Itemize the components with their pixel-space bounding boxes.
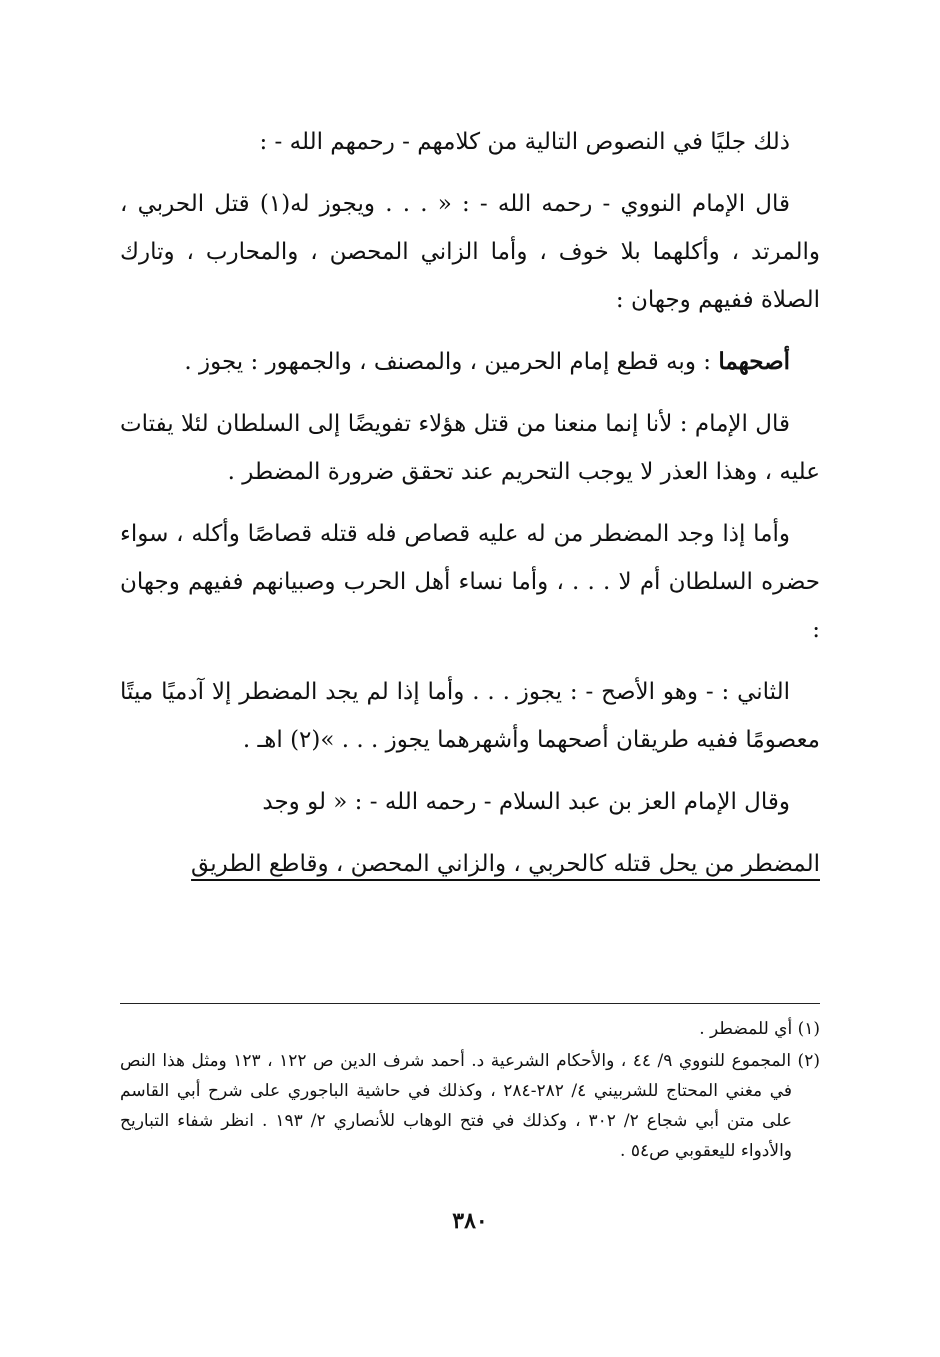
- qisas-paragraph: وأما إذا وجد المضطر من له عليه قصاص فله قتله قصاصًا وأكله ، سواء حضره السلطان أم لا . . . ، وأما نساء أهل الحرب وصبيانهم ففيهم وجهان :: [120, 521, 820, 643]
- main-text: [120, 118, 820, 902]
- first-opinion-text: : وبه قطع إمام الحرمين ، والمصنف ، والجمهور : يجوز .: [184, 349, 711, 375]
- izz-quote-paragraph: [120, 778, 820, 826]
- first-opinion-label: أصحهما: [718, 348, 790, 375]
- footnote-1: (١) أي للمضطر .: [699, 1019, 820, 1039]
- footnote-2: (٢) المجموع للنووي ٩/ ٤٤ ، والأحكام الشرعية د. أحمد شرف الدين ص ١٢٢ ، ١٢٣ ومثل هذا النص في مغني المحتاج للشربيني ٤/ ٢٨٢-٢٨٤ ، وكذلك في حاشية الباجوري على شرح أبي القاسم على متن أبي شجاع ٢/ ٣٠٢ ، وكذلك في فتح الوهاب للأنصاري ٢/ ١٩٣ . انظر شفاء التباريح والأدواء لليعقوبي ص٥٤ .: [120, 1051, 820, 1161]
- nawawi-quote-paragraph: قال الإمام النووي - رحمه الله - : « . . . ويجوز له(١) قتل الحربي ، والمرتد ، وأكلهما بلا خوف ، وأما الزاني المحصن ، والمحارب ، وتارك الصلاة ففيهم وجهان :: [120, 191, 820, 313]
- footnote-divider: [120, 1003, 820, 1004]
- page-number: ٣٨٠: [452, 1208, 488, 1234]
- izz-quote-start: وقال الإمام العز بن عبد السلام - رحمه الله - : « لو وجد: [262, 789, 790, 815]
- footnotes: [120, 1014, 820, 1168]
- izz-quote-continuation: المضطر من يحل قتله كالحربي ، والزاني المحصن ، وقاطع الطريق: [191, 851, 820, 877]
- intro-paragraph: ذلك جليًا في النصوص التالية من كلامهم - رحمهم الله - :: [259, 129, 790, 155]
- imam-saying-paragraph: قال الإمام : لأنا إنما منعنا من قتل هؤلاء تفويضًا إلى السلطان لئلا يفتات عليه ، وهذا العذر لا يوجب التحريم عند تحقق ضرورة المضطر .: [120, 411, 820, 485]
- second-opinion-paragraph: الثاني : - وهو الأصح - : يجوز . . . وأما إذا لم يجد المضطر إلا آدميًا ميتًا معصومًا ففيه طريقان أصحهما وأشهرهما يجوز . . . »(٢) اهـ .: [120, 679, 820, 753]
- first-opinion-paragraph: [120, 338, 820, 386]
